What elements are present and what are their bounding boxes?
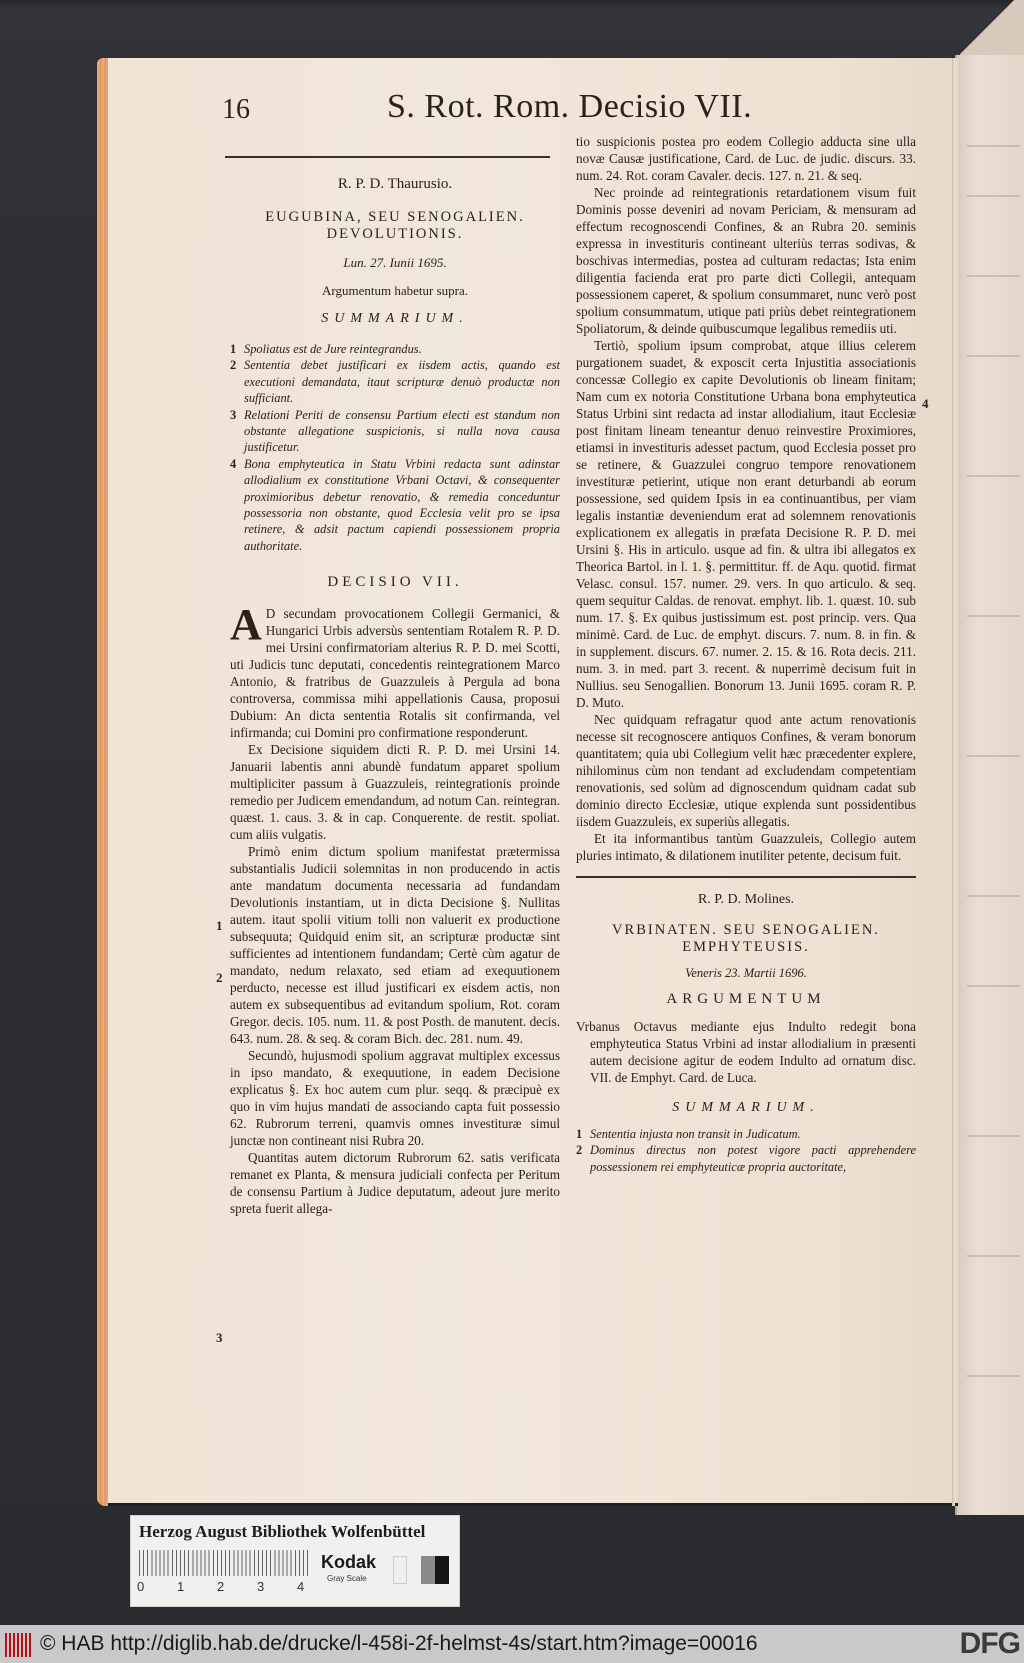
case-title-line2: DEVOLUTIONIS. — [326, 226, 464, 242]
summarium-item: 2 Sententia debet justificari ex iisdem actis, quando est executioni demandata, itaut scripturæ denuò productæ non sufficiant. — [230, 358, 560, 406]
paragraph: A D secundam provocationem Collegii Germanici, & Hungarici Urbis adversùs sententiam Rotalem R. P. D. mei Ursini confirmatoriam alterius R. P. D. mei Scotti, uti Judicis tunc deputati, concedentis reintegrationem Marco Antonio, & fratribus de Guazzuleis à Pergula ad bona controversa, commissa mihi appellationis Causa, proposui Dubium: An dicta sententia Rotalis sit confirmanda, vel infirmanda; cui Domini pro confirmatione responderunt. — [230, 600, 560, 741]
paragraph: Secundò, hujusmodi spolium aggravat multiplex excessus in ipso mandato, & exequutione, in eadem Decisione explicatus §. Ex hoc autem cum plur. seqq. & præcipuè ex quo in vim hujus mandati de associando capta fuit possessio 62. Rubrorum terreni, quamvis omnes investituræ simul junctæ non contineant nisi Rubra 20. — [230, 1048, 560, 1149]
viewer-footer — [0, 1625, 1024, 1663]
argumentum-heading: ARGUMENTUM — [666, 991, 826, 1007]
margin-number: 2 — [216, 970, 223, 985]
paragraph: Tertiò, spolium ipsum comprobat, atque illius celerem purgationem suadet, & exposcit certa Injustitia associationis concessæ Collegio ex capite Devolutionis ob lineam finitam; Nam cum ex notoria Constitutione Urbana bona emphyteutica Status Urbini sint redacta ad instar allodialium, itaut Ecclesiæ post finitam lineam teneantur denuo reinvestire Proximiores, etiamsi in investituris adesset pactum, quod Ecclesia posset pro se retinere, & Guazzulei congruo tempore renovationem investituræ petierint, utique non erant deturbandi ab eorum possessione, sed quidem Ipsis in ea continuantibus, per viam legalis instantiæ deveniendum erat ad solemnem renovationis explicationem ex allegatis in præfata Decisione R. P. D. mei Ursini §. His in articulo. usque ad fin. & ultra ibi allegatos ex Theorica Bartol. in l. 1. §. permittitur. ff. de Aqu. quotid. firmat Velasc. consul. 157. numer. 29. vers. In quo articulo. & seq. quem sequitur Caldas. de renovat. emphyt. lib. 1. quæst. 10. sub num. 17. §. Ex quibus justissimum est. post princip. vers. Qua minimè. Card. de Luc. de emphyt. discurs. 7. num. 8. in fin. & in supplement. discurs. 67. numer. 2. 15. & 16. Rota decis. 211. num. 3. in med. part 3. recent. & nuperrimè decisum fuit in Nullius. seu Senogallien. Bonorum 13. Junii 1695. coram R. P. D. Muto. — [576, 338, 916, 710]
dfg-logo: DFG — [959, 1627, 1020, 1660]
decisio-heading: DECISIO VII. — [327, 574, 463, 591]
gray-patch-white — [393, 1556, 407, 1584]
kodak-logo: Kodak — [321, 1552, 377, 1572]
left-column — [230, 160, 560, 1217]
paragraph: Nec proinde ad reintegrationis retardationem visum fuit Dominis posse deveniri ad novam Periciam, & mensuram ad effectum recognoscendi Confines, & an Rubra 20. seminis expressa in investituris contineant ulteriùs terras sodivas, & boschivas intermedias, postea ad culturam redactas; Ista enim diligentia facienda erat pro parte dicti Collegii, antequam possessionem caperet, & spolium consummaret, nunc verò post spolium consummatum, utique pati priùs debet reintegrationem Spoliatorum, & deinde quibuscumque legalibus remediis uti. — [576, 185, 916, 336]
case-divider-rule — [576, 876, 916, 878]
facing-page-corner — [960, 0, 1024, 55]
case-date: Lun. 27. Iunii 1695. — [343, 255, 447, 270]
margin-number: 4 — [922, 396, 929, 411]
institution-name: Herzog August Bibliothek Wolfenbüttel — [139, 1522, 426, 1541]
second-case-title-line2: EMPHYTEUSIS. — [682, 939, 810, 955]
color-calibration-card: Herzog August Bibliothek Wolfenbüttel 0 1 2 3 4 Kodak Gray Scale — [130, 1515, 460, 1607]
paragraph: Quantitas autem dictorum Rubrorum 62. satis verificata remanet ex Planta, & mensura judiciali confecta per Peritum de consensu Partium à Judice deputatum, adeout jure merito spreta fuerit allega- — [230, 1150, 560, 1217]
source-url[interactable]: © HAB http://diglib.hab.de/drucke/l-458i-2f-helmst-4s/start.htm?image=00016 — [40, 1632, 758, 1655]
second-case-date: Veneris 23. Martii 1696. — [685, 966, 807, 980]
paragraph: Ex Decisione siquidem dicti R. P. D. mei Ursini 14. Januarii labentis anni abundè fundatum apparet spolium multipliciter passum à Guazzuleis, reintegrationis proinde remedio per Judicem emendandum, ad notum Can. reintegran. quæst. 1. caus. 3. & in cap. Conquerente. de restit. spoliat. cum aliis vulgatis. — [230, 742, 560, 843]
argument-note: Argumentum habetur supra. — [322, 283, 468, 298]
gray-patch-black — [435, 1556, 449, 1584]
summarium-item: 3 Relationi Periti de consensu Partium electi est standum non obstante allegatione suspicionis, si nulla nova causa justificetur. — [230, 407, 560, 455]
facing-page — [955, 55, 1024, 1515]
summarium-item: 4 Bona emphyteutica in Statu Vrbini redacta sunt adinstar allodialium ex constitutione Vrbani Octavi, & consequenter proximioribus debetur renovatio, & remedia conceduntur possessoria non obstante, quod Ecclesia velit pro se ipsa retinere, & adsit pactum capiendi possessionem propria authoritate. — [230, 456, 560, 553]
head-rule-left — [225, 156, 550, 158]
running-head-title: S. Rot. Rom. Decisio VII. — [387, 88, 753, 125]
page-number: 16 — [222, 94, 250, 125]
right-column — [576, 133, 916, 1175]
paragraph: Primò enim dictum spolium manifestat prætermissa substantialis Judicii solemnitas in non producendo in actis ante mandatum documenta necessaria ad fundandam Devolutionis instantiam, ut in dicta Decisione §. Nullitas autem. itaut spolii vitium tolli non valuerit ex productione subsequuta; Quidquid enim sit, an scripturæ productæ sint sufficientes ad intentionem fundandam; Certè cùm agatur de mandato, nedum relaxato, sed etiam ad exequutionem perducto, necesse est illud justificari ex eisdem actis, non autem ex subsequentibus ad evitandum spolium, Rot. coram Gregor. decis. 105. num. 11. & post Posth. de manutent. decis. 643. num. 28. & seq. & coram Bich. dec. 281. num. 49. — [230, 844, 560, 1047]
drop-cap-initial: A — [230, 600, 262, 650]
paragraph: Nec quidquam refragatur quod ante actum renovationis necesse sit recognoscere antiquos Confines, & veram bonorum quantitatem; quia ubi Collegium velit hæc præcedenter explere, nihilominus cùm non tendant ad excludendam competentiam renovationis, sed solùm ad dignoscendum quidnam cadat sub dominio directo Ecclesiæ, utique explenda sunt possidentibus iisdem Guazzuleis, ex superiùs allegatis. — [576, 712, 916, 829]
second-case-title-line1: VRBINATEN. SEU SENOGALIEN. — [612, 922, 880, 938]
gutter — [952, 58, 955, 1506]
ruler-scale — [139, 1550, 309, 1576]
margin-number: 3 — [216, 1330, 223, 1345]
kodak-subtitle: Gray Scale — [327, 1574, 367, 1583]
argumentum-text: Vrbanus Octavus mediante ejus Indulto redegit bona emphyteutica Status Vrbini ad instar allodialium in præsenti autem decisione agitur de eodem Indulto ad ornatum disc. VII. de Emphyt. Card. de Luca. — [576, 1019, 916, 1085]
paragraph: Et ita informantibus tantùm Guazzuleis, Collegio autem pluries intimato, & dilationem inutiliter petente, decisum fuit. — [576, 831, 916, 863]
summarium-item: 1 Sententia injusta non transit in Judicatum. — [576, 1127, 801, 1141]
hab-logo-icon — [5, 1633, 31, 1657]
second-summarium-heading: SUMMARIUM. — [672, 1100, 820, 1115]
case-title-line1: EUGUBINA, SEU SENOGALIEN. — [265, 209, 525, 225]
paragraph: tio suspicionis postea pro eodem Collegio adducta sine ulla novæ Causæ justificatione, Card. de Luc. de judic. discurs. 33. num. 24. Rot. coram Cavaler. decis. 127. n. 21. & seq. — [576, 134, 916, 183]
margin-number: 1 — [216, 918, 223, 933]
auditor-name: R. P. D. Thaurusio. — [337, 176, 453, 192]
gray-patch-mid — [421, 1556, 435, 1584]
summarium-item: 2 Dominus directus non potest vigore pacti apprehendere possessionem rei emphyteuticæ propria auctoritate, — [576, 1143, 916, 1174]
running-head — [222, 88, 882, 128]
summarium-heading: SUMMARIUM. — [321, 311, 469, 326]
summarium-item: 1 Spoliatus est de Jure reintegrandus. — [230, 342, 422, 356]
second-auditor-name: R. P. D. Molines. — [697, 892, 795, 907]
